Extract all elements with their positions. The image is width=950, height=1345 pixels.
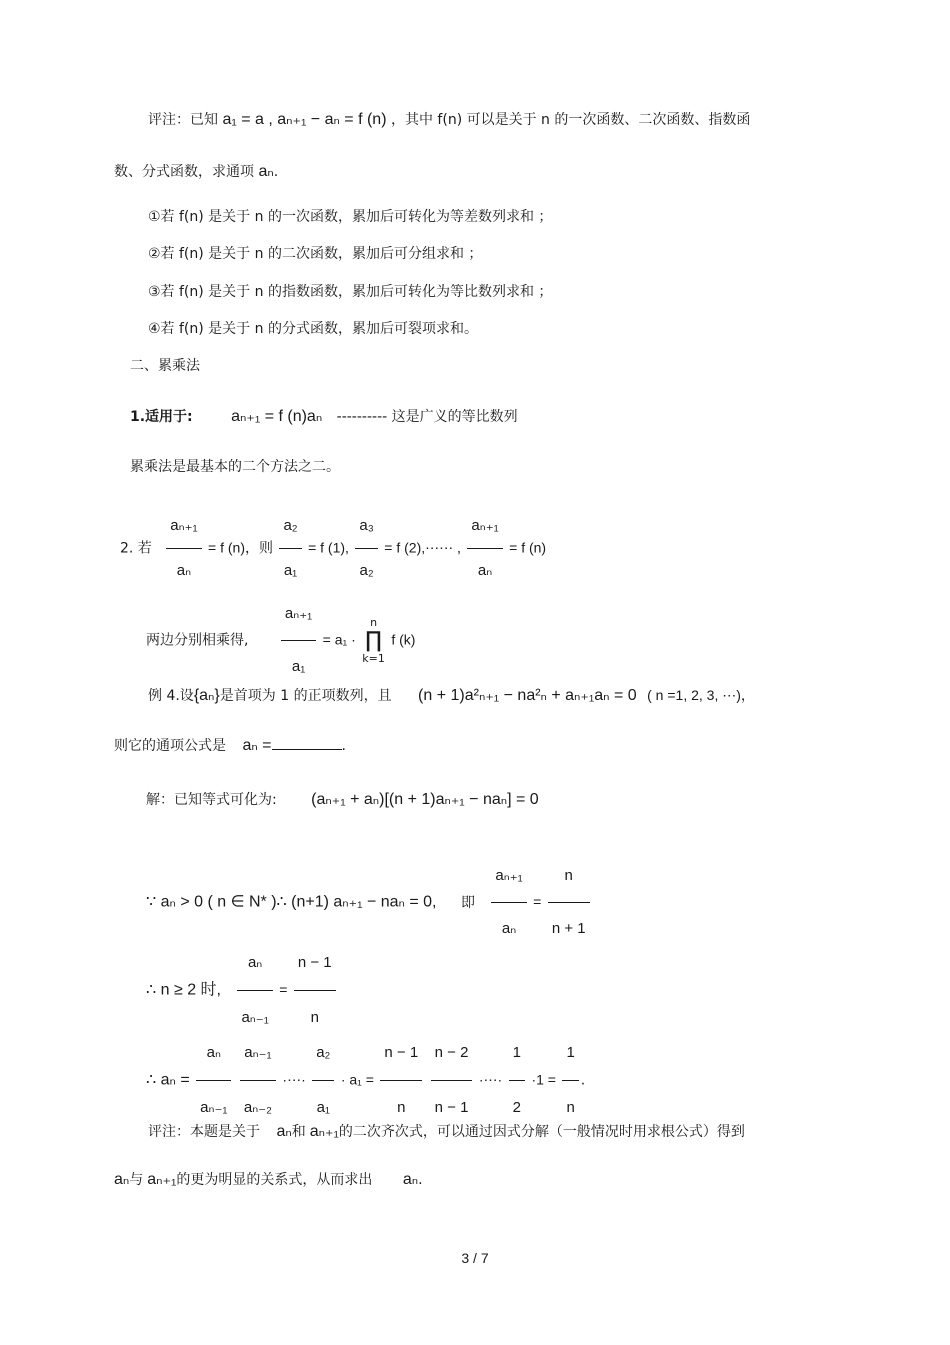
fraction [312, 1028, 334, 1133]
method-note: 累乘法是最基本的二个方法之二。 [130, 459, 340, 475]
remark-line-2 [114, 162, 278, 182]
fraction [281, 590, 316, 691]
period: . [580, 1072, 586, 1089]
eq: = [533, 893, 542, 910]
fraction-den: n [310, 1009, 319, 1026]
formula-positive: ∵ aₙ > 0 ( n ∈ N* )∴ (n+1) aₙ₊₁ − naₙ = 0, [146, 893, 437, 911]
eq-2: = f (1), [308, 539, 349, 556]
remark-line-1 [148, 110, 750, 130]
applicable-text: ---------- 这是广义的等比数列 [336, 409, 518, 425]
formula-an1: aₙ₊₁ [309, 1123, 339, 1140]
fraction [279, 506, 301, 591]
remark2-line-2 [114, 1170, 423, 1190]
item-1: ①若 f(n) 是关于 n 的一次函数，累加后可转化为等差数列求和 ； [148, 209, 553, 225]
product-upper: n [370, 615, 378, 629]
remark2-line-1 [148, 1122, 745, 1142]
fraction-den: a₂ [359, 562, 374, 579]
fraction [509, 1028, 525, 1133]
fraction-num: aₙ₋₁ [240, 1028, 276, 1081]
fraction-den: 2 [512, 1099, 522, 1116]
formula-an1: aₙ₊₁ [147, 1171, 177, 1188]
fraction-num: aₙ [196, 1028, 231, 1081]
formula-product-recurrence: aₙ₊₁ = f (n)aₙ [231, 408, 323, 425]
fraction-num: a₂ [312, 1028, 334, 1081]
fraction [431, 1028, 473, 1133]
formula-an: aₙ [402, 1171, 419, 1188]
fraction [548, 852, 590, 953]
fraction-den: aₙ₋₂ [243, 1099, 272, 1116]
fraction-num: aₙ₊₁ [491, 852, 526, 903]
if-line [120, 506, 546, 591]
multiply-label: 两边分别相乘得, [146, 632, 249, 649]
formula-an-product: ∴ aₙ = [146, 1071, 190, 1089]
fraction-num: aₙ₊₁ [467, 506, 502, 549]
fraction-num: n [548, 852, 590, 903]
formula-factored: (aₙ₊₁ + aₙ)[(n + 1)aₙ₊₁ − naₙ] = 0 [311, 791, 539, 808]
fraction [166, 506, 201, 591]
remark2-label: 评注：本题是关于 [148, 1124, 260, 1140]
period: . [341, 738, 346, 754]
eq-1: = f (n)，则 [208, 539, 273, 556]
period: . [273, 164, 279, 180]
fraction-num: a₂ [279, 506, 301, 549]
product-lower: k=1 [362, 651, 385, 665]
eq-4: = f (n) [509, 539, 547, 556]
fraction-den: n − 1 [434, 1099, 469, 1116]
fraction-num: n − 1 [380, 1028, 422, 1081]
fraction [491, 852, 526, 953]
item-2: ②若 f(n) 是关于 n 的二次函数，累加后可分组求和 ； [148, 246, 483, 262]
item-3: ③若 f(n) 是关于 n 的指数函数，累加后可转化为等比数列求和 ； [148, 284, 553, 300]
product-body: f (k) [391, 631, 416, 648]
solution-line-1 [146, 790, 539, 810]
item-4: ④若 f(n) 是关于 n 的分式函数，累加后可裂项求和。 [148, 321, 478, 337]
fraction [355, 506, 377, 591]
fraction [380, 1028, 422, 1133]
solution-label: 解：已知等式可化为: [146, 792, 277, 808]
fraction [196, 1028, 231, 1133]
condition-range: ( n =1, 2, 3, ⋯)， [647, 687, 755, 703]
if-label: 2. 若 [120, 540, 152, 557]
fraction [562, 1028, 578, 1133]
example-4-line [148, 685, 755, 706]
page-number: 3 / 7 [461, 1250, 489, 1266]
section-heading: 二、累乘法 [130, 358, 200, 374]
remark-text-2: 数、分式函数，求通项 [114, 164, 254, 180]
example-label: 例 4.设 [148, 688, 194, 704]
formula-an-eq: aₙ = [242, 737, 272, 754]
and-text: 和 [291, 1124, 306, 1140]
fraction-den: n + 1 [551, 920, 586, 937]
fraction-den: aₙ₋₁ [200, 1099, 228, 1116]
example-4-question [114, 735, 346, 756]
multiply-line [146, 590, 415, 691]
solution-line-4 [146, 1028, 585, 1133]
formula-an: aₙ [114, 1171, 130, 1188]
formula-recurrence: a₁ = a , aₙ₊₁ − aₙ = f (n) [222, 111, 387, 128]
with-text: 与 [129, 1172, 144, 1188]
dots: ·⋯· [478, 1071, 503, 1088]
fraction-den: aₙ [477, 562, 493, 579]
fraction-den: a₁ [291, 658, 306, 675]
product-symbol: ∏ [365, 627, 382, 653]
fraction-den: a₁ [283, 562, 298, 579]
eq: = a₁ · [322, 631, 356, 648]
fraction-den: n [397, 1099, 406, 1116]
formula-an: aₙ [258, 163, 274, 180]
dots: ·⋯· [282, 1071, 306, 1088]
fraction-num: n − 1 [294, 938, 336, 991]
fraction-den: n [566, 1099, 575, 1116]
period: . [418, 1172, 423, 1188]
example-text: 是首项为 1 的正项数列，且 [219, 688, 392, 704]
fraction-num: a₃ [355, 506, 377, 549]
fraction-num: 1 [509, 1028, 525, 1081]
mid: · a₁ = [340, 1071, 374, 1088]
remark-label: 评注：已知 [148, 112, 218, 128]
fraction-den: aₙ [501, 920, 517, 937]
formula-condition: (n + 1)a²ₙ₊₁ − na²ₙ + aₙ₊₁aₙ = 0 [418, 687, 637, 704]
fraction-num: aₙ [237, 938, 272, 991]
eq-3: = f (2),⋯⋯ , [384, 539, 461, 556]
formula-an: aₙ [276, 1123, 292, 1140]
fraction-den: aₙ [176, 562, 192, 579]
remark2-text-2: 的更为明显的关系式，从而求出 [176, 1172, 373, 1188]
fraction-num: aₙ₊₁ [166, 506, 201, 549]
condition-n: ∴ n ≥ 2 时, [146, 981, 221, 999]
applicable-line [130, 407, 518, 427]
fraction-num: 1 [562, 1028, 578, 1081]
answer-blank [272, 735, 342, 750]
fraction-num: aₙ₊₁ [281, 590, 316, 641]
fraction-den: a₁ [316, 1099, 330, 1116]
question-text: 则它的通项公式是 [114, 738, 226, 754]
fraction [240, 1028, 276, 1133]
remark2-text: 的二次齐次式，可以通过因式分解（一般情况时用求根公式）得到 [338, 1124, 745, 1140]
product-operator [362, 617, 385, 665]
remark-text: ，其中 f(n) 可以是关于 n 的一次函数、二次函数、指数函 [390, 112, 751, 128]
sequence-symbol: {aₙ} [193, 687, 220, 704]
fraction-num: n − 2 [431, 1028, 473, 1081]
tail: ·1 = [531, 1071, 556, 1088]
fraction [467, 506, 502, 591]
applicable-label: 1.适用于: [130, 409, 193, 425]
fraction-den: aₙ₋₁ [241, 1009, 269, 1026]
ji-text: 即 [460, 894, 475, 911]
eq: = [279, 981, 288, 998]
